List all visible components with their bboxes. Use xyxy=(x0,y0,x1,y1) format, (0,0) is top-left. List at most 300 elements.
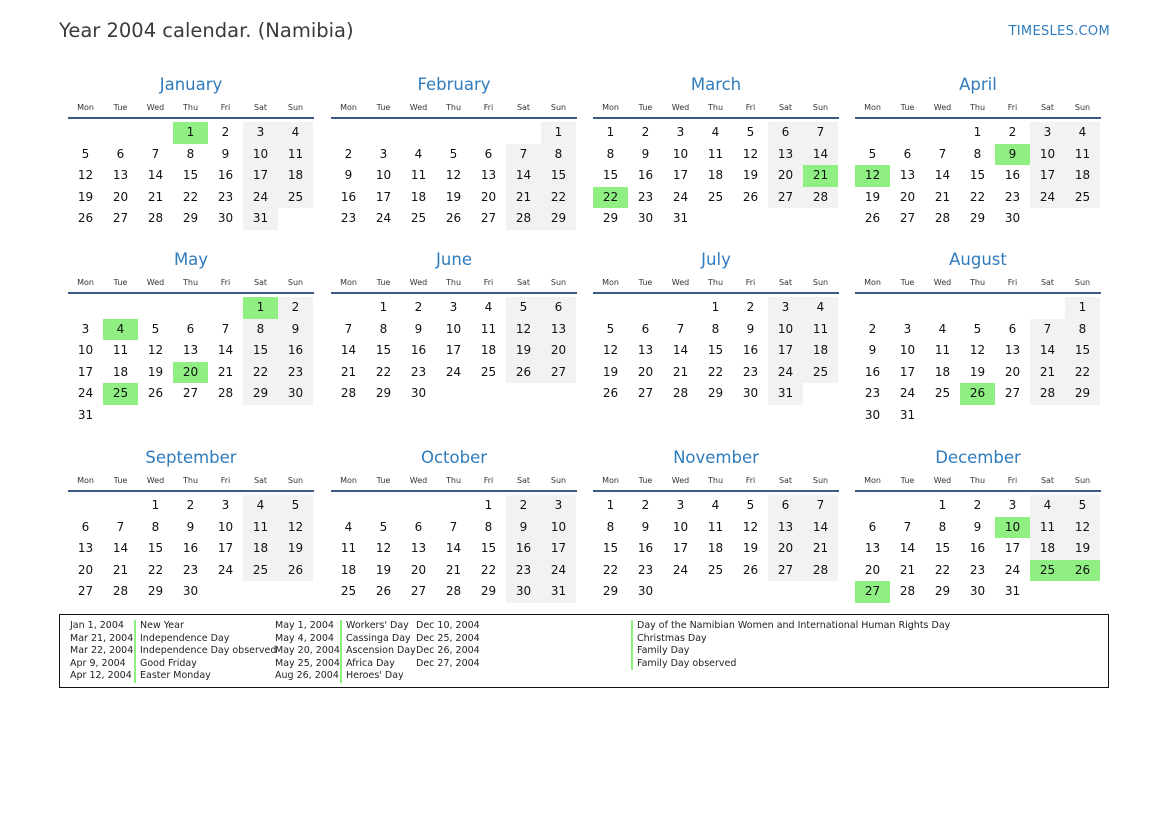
holiday-day-cell: 9 xyxy=(995,144,1030,166)
day-cell: 3 xyxy=(449,300,458,314)
weekday-label: Fri xyxy=(220,278,231,287)
month-name: January xyxy=(159,75,223,94)
day-cell: 27 xyxy=(541,362,576,384)
day-cell: 22 xyxy=(182,189,199,204)
day-cell: 1 xyxy=(151,498,160,512)
day-cell: 6 xyxy=(414,519,423,534)
weekday-label: Sat xyxy=(253,103,268,112)
month-rule xyxy=(855,117,1101,119)
day-cell: 16 xyxy=(217,168,234,182)
legend-date: Mar 22, 2004 xyxy=(70,645,134,657)
day-cell: 5 xyxy=(278,495,313,517)
day-cell: 7 xyxy=(116,519,125,534)
month-name: April xyxy=(959,75,997,94)
day-cell: 19 xyxy=(147,364,164,379)
legend-date: Apr 12, 2004 xyxy=(70,670,132,682)
weekday-label: Sun xyxy=(550,278,567,287)
weekday-label: Tue xyxy=(900,103,915,112)
day-cell: 27 xyxy=(410,584,427,598)
day-cell: 15 xyxy=(602,541,619,555)
day-cell: 13 xyxy=(182,343,199,357)
weekday-label: Sat xyxy=(516,278,531,287)
day-cell: 24 xyxy=(541,560,576,582)
day-cell: 19 xyxy=(77,189,94,204)
day-cell: 12 xyxy=(602,343,619,357)
day-cell: 24 xyxy=(243,187,278,209)
weekday-label: Fri xyxy=(483,103,494,112)
day-cell: 5 xyxy=(868,146,877,161)
month-rule xyxy=(593,490,839,492)
day-cell: 26 xyxy=(375,584,392,598)
day-cell: 19 xyxy=(969,364,986,379)
day-cell: 11 xyxy=(934,343,951,357)
day-cell: 17 xyxy=(672,168,689,182)
legend-holiday: Heroes' Day xyxy=(340,670,416,683)
day-cell: 29 xyxy=(243,383,278,405)
weekday-label: Wed xyxy=(671,278,690,287)
day-cell: 15 xyxy=(1065,340,1100,362)
day-cell: 31 xyxy=(672,211,689,225)
day-cell: 20 xyxy=(637,364,654,379)
month-name: February xyxy=(417,75,491,94)
day-cell: 20 xyxy=(480,189,497,204)
weekday-label: Mon xyxy=(864,476,881,485)
day-cell: 12 xyxy=(445,168,462,182)
day-cell: 11 xyxy=(803,319,838,341)
day-cell: 27 xyxy=(112,211,129,225)
day-cell: 22 xyxy=(243,362,278,384)
day-cell: 16 xyxy=(637,168,654,182)
day-cell: 29 xyxy=(541,208,576,230)
day-cell: 13 xyxy=(899,168,916,182)
day-cell: 17 xyxy=(1030,165,1065,187)
day-cell: 23 xyxy=(637,189,654,204)
day-cell: 24 xyxy=(672,562,689,577)
day-cell: 18 xyxy=(410,189,427,204)
holiday-day-cell: 26 xyxy=(960,383,995,405)
day-cell: 22 xyxy=(969,189,986,204)
day-cell: 26 xyxy=(147,386,164,400)
day-cell: 27 xyxy=(899,211,916,225)
day-cell: 3 xyxy=(81,321,90,336)
day-cell: 25 xyxy=(410,211,427,225)
weekday-label: Sun xyxy=(812,103,829,112)
holiday-day-cell: 25 xyxy=(103,383,138,405)
day-cell: 14 xyxy=(899,541,916,555)
day-cell: 29 xyxy=(182,211,199,225)
day-cell: 8 xyxy=(243,319,278,341)
day-cell: 28 xyxy=(899,584,916,598)
day-cell: 29 xyxy=(147,584,164,598)
day-cell: 17 xyxy=(77,364,94,379)
day-cell: 15 xyxy=(934,541,951,555)
day-cell: 31 xyxy=(1004,584,1021,598)
day-cell: 6 xyxy=(768,122,803,144)
day-cell: 13 xyxy=(768,517,803,539)
day-cell: 7 xyxy=(1030,319,1065,341)
day-cell: 4 xyxy=(414,146,423,161)
day-cell: 18 xyxy=(803,340,838,362)
weekday-label: Wed xyxy=(671,103,690,112)
day-cell: 15 xyxy=(707,343,724,357)
day-cell: 7 xyxy=(803,495,838,517)
day-cell: 2 xyxy=(221,125,230,139)
day-cell: 16 xyxy=(969,541,986,555)
day-cell: 8 xyxy=(484,519,493,534)
day-cell: 28 xyxy=(445,584,462,598)
day-cell: 9 xyxy=(186,519,195,534)
day-cell: 13 xyxy=(77,541,94,555)
day-cell: 16 xyxy=(864,364,881,379)
day-cell: 22 xyxy=(1065,362,1100,384)
day-cell: 23 xyxy=(278,362,313,384)
day-cell: 1 xyxy=(606,125,615,139)
day-cell: 9 xyxy=(506,517,541,539)
legend-col1-dates xyxy=(70,620,133,683)
day-cell: 18 xyxy=(934,364,951,379)
day-cell: 19 xyxy=(375,562,392,577)
day-cell: 7 xyxy=(803,122,838,144)
legend-holiday: Family Day observed xyxy=(631,658,950,671)
day-cell: 26 xyxy=(77,211,94,225)
day-cell: 25 xyxy=(480,364,497,379)
day-cell: 17 xyxy=(899,364,916,379)
day-cell: 30 xyxy=(864,407,881,422)
day-cell: 13 xyxy=(112,168,129,182)
weekday-label: Wed xyxy=(933,103,952,112)
legend-date: Jan 1, 2004 xyxy=(70,620,124,631)
day-cell: 8 xyxy=(606,146,615,161)
legend-holiday: Day of the Namibian Women and International Human Rights Day xyxy=(631,620,950,633)
day-cell: 8 xyxy=(379,321,388,336)
day-cell: 7 xyxy=(221,321,230,336)
weekday-label: Sun xyxy=(287,103,304,112)
day-cell: 28 xyxy=(934,211,951,225)
day-cell: 30 xyxy=(506,581,541,603)
day-cell: 16 xyxy=(410,343,427,357)
day-cell: 2 xyxy=(414,300,423,314)
day-cell: 1 xyxy=(711,300,720,314)
legend-holiday: New Year xyxy=(134,620,276,633)
day-cell: 15 xyxy=(375,343,392,357)
day-cell: 19 xyxy=(742,541,759,555)
day-cell: 16 xyxy=(506,538,541,560)
day-cell: 1 xyxy=(484,498,493,512)
day-cell: 15 xyxy=(147,541,164,555)
day-cell: 9 xyxy=(641,146,650,161)
day-cell: 24 xyxy=(1004,562,1021,577)
weekday-label: Mon xyxy=(602,103,619,112)
weekday-label: Tue xyxy=(376,476,391,485)
day-cell: 28 xyxy=(803,187,838,209)
day-cell: 11 xyxy=(1030,517,1065,539)
day-cell: 23 xyxy=(637,562,654,577)
day-cell: 24 xyxy=(672,189,689,204)
weekday-label: Fri xyxy=(745,278,756,287)
weekday-label: Mon xyxy=(864,278,881,287)
day-cell: 28 xyxy=(672,386,689,400)
day-cell: 22 xyxy=(480,562,497,577)
legend-holiday: Cassinga Day xyxy=(340,633,416,646)
weekday-label: Tue xyxy=(900,278,915,287)
day-cell: 4 xyxy=(1030,495,1065,517)
day-cell: 30 xyxy=(278,383,313,405)
day-cell: 9 xyxy=(414,321,423,336)
day-cell: 16 xyxy=(742,343,759,357)
day-cell: 6 xyxy=(541,297,576,319)
day-cell: 24 xyxy=(1030,187,1065,209)
day-cell: 19 xyxy=(864,189,881,204)
day-cell: 10 xyxy=(672,519,689,534)
day-cell: 13 xyxy=(864,541,881,555)
day-cell: 18 xyxy=(243,538,278,560)
day-cell: 16 xyxy=(637,541,654,555)
day-cell: 10 xyxy=(1030,144,1065,166)
day-cell: 14 xyxy=(1030,340,1065,362)
holiday-day-cell: 26 xyxy=(1065,560,1100,582)
day-cell: 24 xyxy=(77,386,94,400)
day-cell: 14 xyxy=(672,343,689,357)
holiday-day-cell: 25 xyxy=(1030,560,1065,582)
day-cell: 3 xyxy=(1030,122,1065,144)
day-cell: 21 xyxy=(934,189,951,204)
day-cell: 6 xyxy=(1008,321,1017,336)
legend-date: May 1, 2004 xyxy=(275,620,334,631)
weekday-label: Thu xyxy=(969,476,986,485)
day-cell: 1 xyxy=(606,498,615,512)
day-cell: 13 xyxy=(637,343,654,357)
day-cell: 17 xyxy=(217,541,234,555)
day-cell: 29 xyxy=(969,211,986,225)
weekday-label: Mon xyxy=(602,476,619,485)
day-cell: 17 xyxy=(541,538,576,560)
day-cell: 21 xyxy=(672,364,689,379)
weekday-label: Fri xyxy=(483,476,494,485)
day-cell: 15 xyxy=(182,168,199,182)
day-cell: 10 xyxy=(217,519,234,534)
weekday-label: Thu xyxy=(445,103,462,112)
day-cell: 15 xyxy=(969,168,986,182)
day-cell: 23 xyxy=(410,364,427,379)
day-cell: 6 xyxy=(903,146,912,161)
day-cell: 19 xyxy=(742,168,759,182)
day-cell: 22 xyxy=(602,562,619,577)
month-name: June xyxy=(436,250,472,269)
day-cell: 20 xyxy=(541,340,576,362)
legend-date: Mar 21, 2004 xyxy=(70,632,134,644)
weekday-label: Thu xyxy=(707,476,724,485)
day-cell: 13 xyxy=(480,168,497,182)
month-name: September xyxy=(145,448,237,467)
weekday-label: Tue xyxy=(113,103,128,112)
day-cell: 14 xyxy=(934,168,951,182)
day-cell: 22 xyxy=(934,562,951,577)
day-cell: 18 xyxy=(1030,538,1065,560)
weekday-label: Sun xyxy=(1074,278,1091,287)
day-cell: 21 xyxy=(803,538,838,560)
day-cell: 17 xyxy=(375,189,392,204)
day-cell: 8 xyxy=(938,519,947,534)
day-cell: 28 xyxy=(217,386,234,400)
legend-holiday: Africa Day xyxy=(340,658,416,671)
weekday-label: Tue xyxy=(113,278,128,287)
day-cell: 3 xyxy=(379,146,388,161)
day-cell: 3 xyxy=(541,495,576,517)
holiday-day-cell: 1 xyxy=(243,297,278,319)
day-cell: 21 xyxy=(506,187,541,209)
day-cell: 2 xyxy=(973,498,982,512)
weekday-label: Wed xyxy=(933,476,952,485)
legend-col2-dates xyxy=(275,620,340,683)
legend-col2-names xyxy=(340,620,416,683)
day-cell: 18 xyxy=(480,343,497,357)
legend-holiday: Workers' Day xyxy=(340,620,416,633)
day-cell: 28 xyxy=(112,584,129,598)
day-cell: 12 xyxy=(742,519,759,534)
day-cell: 19 xyxy=(278,538,313,560)
day-cell: 14 xyxy=(340,343,357,357)
day-cell: 16 xyxy=(278,340,313,362)
day-cell: 20 xyxy=(1004,364,1021,379)
weekday-label: Thu xyxy=(969,103,986,112)
day-cell: 4 xyxy=(938,321,947,336)
day-cell: 30 xyxy=(969,584,986,598)
day-cell: 29 xyxy=(602,584,619,598)
day-cell: 2 xyxy=(186,498,195,512)
holiday-day-cell: 10 xyxy=(995,517,1030,539)
day-cell: 5 xyxy=(379,519,388,534)
weekday-label: Thu xyxy=(182,476,199,485)
day-cell: 21 xyxy=(112,562,129,577)
month-rule xyxy=(68,490,314,492)
day-cell: 11 xyxy=(480,321,497,336)
day-cell: 3 xyxy=(676,498,685,512)
day-cell: 4 xyxy=(803,297,838,319)
day-cell: 2 xyxy=(641,125,650,139)
month-rule xyxy=(68,117,314,119)
day-cell: 30 xyxy=(410,386,427,400)
weekday-label: Sun xyxy=(1074,476,1091,485)
day-cell: 23 xyxy=(742,364,759,379)
day-cell: 8 xyxy=(973,146,982,161)
day-cell: 12 xyxy=(969,343,986,357)
day-cell: 3 xyxy=(768,297,803,319)
day-cell: 15 xyxy=(480,541,497,555)
day-cell: 4 xyxy=(278,122,313,144)
weekday-label: Mon xyxy=(77,103,94,112)
day-cell: 6 xyxy=(81,519,90,534)
day-cell: 27 xyxy=(77,584,94,598)
day-cell: 28 xyxy=(340,386,357,400)
day-cell: 14 xyxy=(112,541,129,555)
legend-holiday: Ascension Day xyxy=(340,645,416,658)
legend-holiday: Good Friday xyxy=(134,658,276,671)
day-cell: 29 xyxy=(602,211,619,225)
day-cell: 21 xyxy=(445,562,462,577)
month-rule xyxy=(593,117,839,119)
day-cell: 9 xyxy=(221,146,230,161)
day-cell: 6 xyxy=(768,495,803,517)
weekday-label: Tue xyxy=(638,278,653,287)
day-cell: 1 xyxy=(541,122,576,144)
weekday-label: Sat xyxy=(1040,476,1055,485)
weekday-label: Sat xyxy=(1040,278,1055,287)
weekday-label: Wed xyxy=(933,278,952,287)
day-cell: 26 xyxy=(506,362,541,384)
weekday-label: Tue xyxy=(376,278,391,287)
legend-holiday: Christmas Day xyxy=(631,633,950,646)
day-cell: 11 xyxy=(340,541,357,555)
day-cell: 13 xyxy=(768,144,803,166)
day-cell: 14 xyxy=(803,144,838,166)
month-rule xyxy=(331,490,577,492)
day-cell: 11 xyxy=(707,519,724,534)
weekday-label: Fri xyxy=(220,476,231,485)
day-cell: 5 xyxy=(81,146,90,161)
day-cell: 14 xyxy=(803,517,838,539)
day-cell: 7 xyxy=(344,321,353,336)
day-cell: 26 xyxy=(602,386,619,400)
day-cell: 5 xyxy=(506,297,541,319)
day-cell: 3 xyxy=(1008,498,1017,512)
day-cell: 10 xyxy=(77,343,94,357)
weekday-label: Sun xyxy=(812,278,829,287)
day-cell: 5 xyxy=(151,321,160,336)
day-cell: 2 xyxy=(746,300,755,314)
weekday-label: Sun xyxy=(812,476,829,485)
day-cell: 30 xyxy=(217,211,234,225)
holiday-day-cell: 4 xyxy=(103,319,138,341)
day-cell: 25 xyxy=(707,189,724,204)
legend-holiday: Easter Monday xyxy=(134,670,276,683)
day-cell: 4 xyxy=(484,300,493,314)
day-cell: 7 xyxy=(676,321,685,336)
month-rule xyxy=(593,292,839,294)
day-cell: 23 xyxy=(969,562,986,577)
legend-date: Dec 26, 2004 xyxy=(416,645,480,657)
day-cell: 26 xyxy=(864,211,881,225)
day-cell: 12 xyxy=(742,146,759,161)
day-cell: 11 xyxy=(112,343,129,357)
day-cell: 23 xyxy=(182,562,199,577)
day-cell: 27 xyxy=(637,386,654,400)
day-cell: 6 xyxy=(116,146,125,161)
day-cell: 11 xyxy=(278,144,313,166)
day-cell: 20 xyxy=(864,562,881,577)
day-cell: 6 xyxy=(484,146,493,161)
day-cell: 16 xyxy=(1004,168,1021,182)
day-cell: 16 xyxy=(182,541,199,555)
weekday-label: Fri xyxy=(745,103,756,112)
day-cell: 14 xyxy=(445,541,462,555)
site-link[interactable]: TIMESLES.COM xyxy=(1008,24,1110,39)
day-cell: 29 xyxy=(1065,383,1100,405)
day-cell: 16 xyxy=(340,189,357,204)
day-cell: 9 xyxy=(278,319,313,341)
day-cell: 22 xyxy=(707,364,724,379)
day-cell: 15 xyxy=(243,340,278,362)
weekday-label: Sun xyxy=(287,476,304,485)
day-cell: 4 xyxy=(344,519,353,534)
holiday-day-cell: 21 xyxy=(803,165,838,187)
weekday-label: Fri xyxy=(1007,278,1018,287)
weekday-label: Mon xyxy=(602,278,619,287)
month-name: December xyxy=(935,448,1021,467)
day-cell: 24 xyxy=(445,364,462,379)
holiday-day-cell: 22 xyxy=(593,187,628,209)
day-cell: 19 xyxy=(602,364,619,379)
day-cell: 4 xyxy=(711,125,720,139)
